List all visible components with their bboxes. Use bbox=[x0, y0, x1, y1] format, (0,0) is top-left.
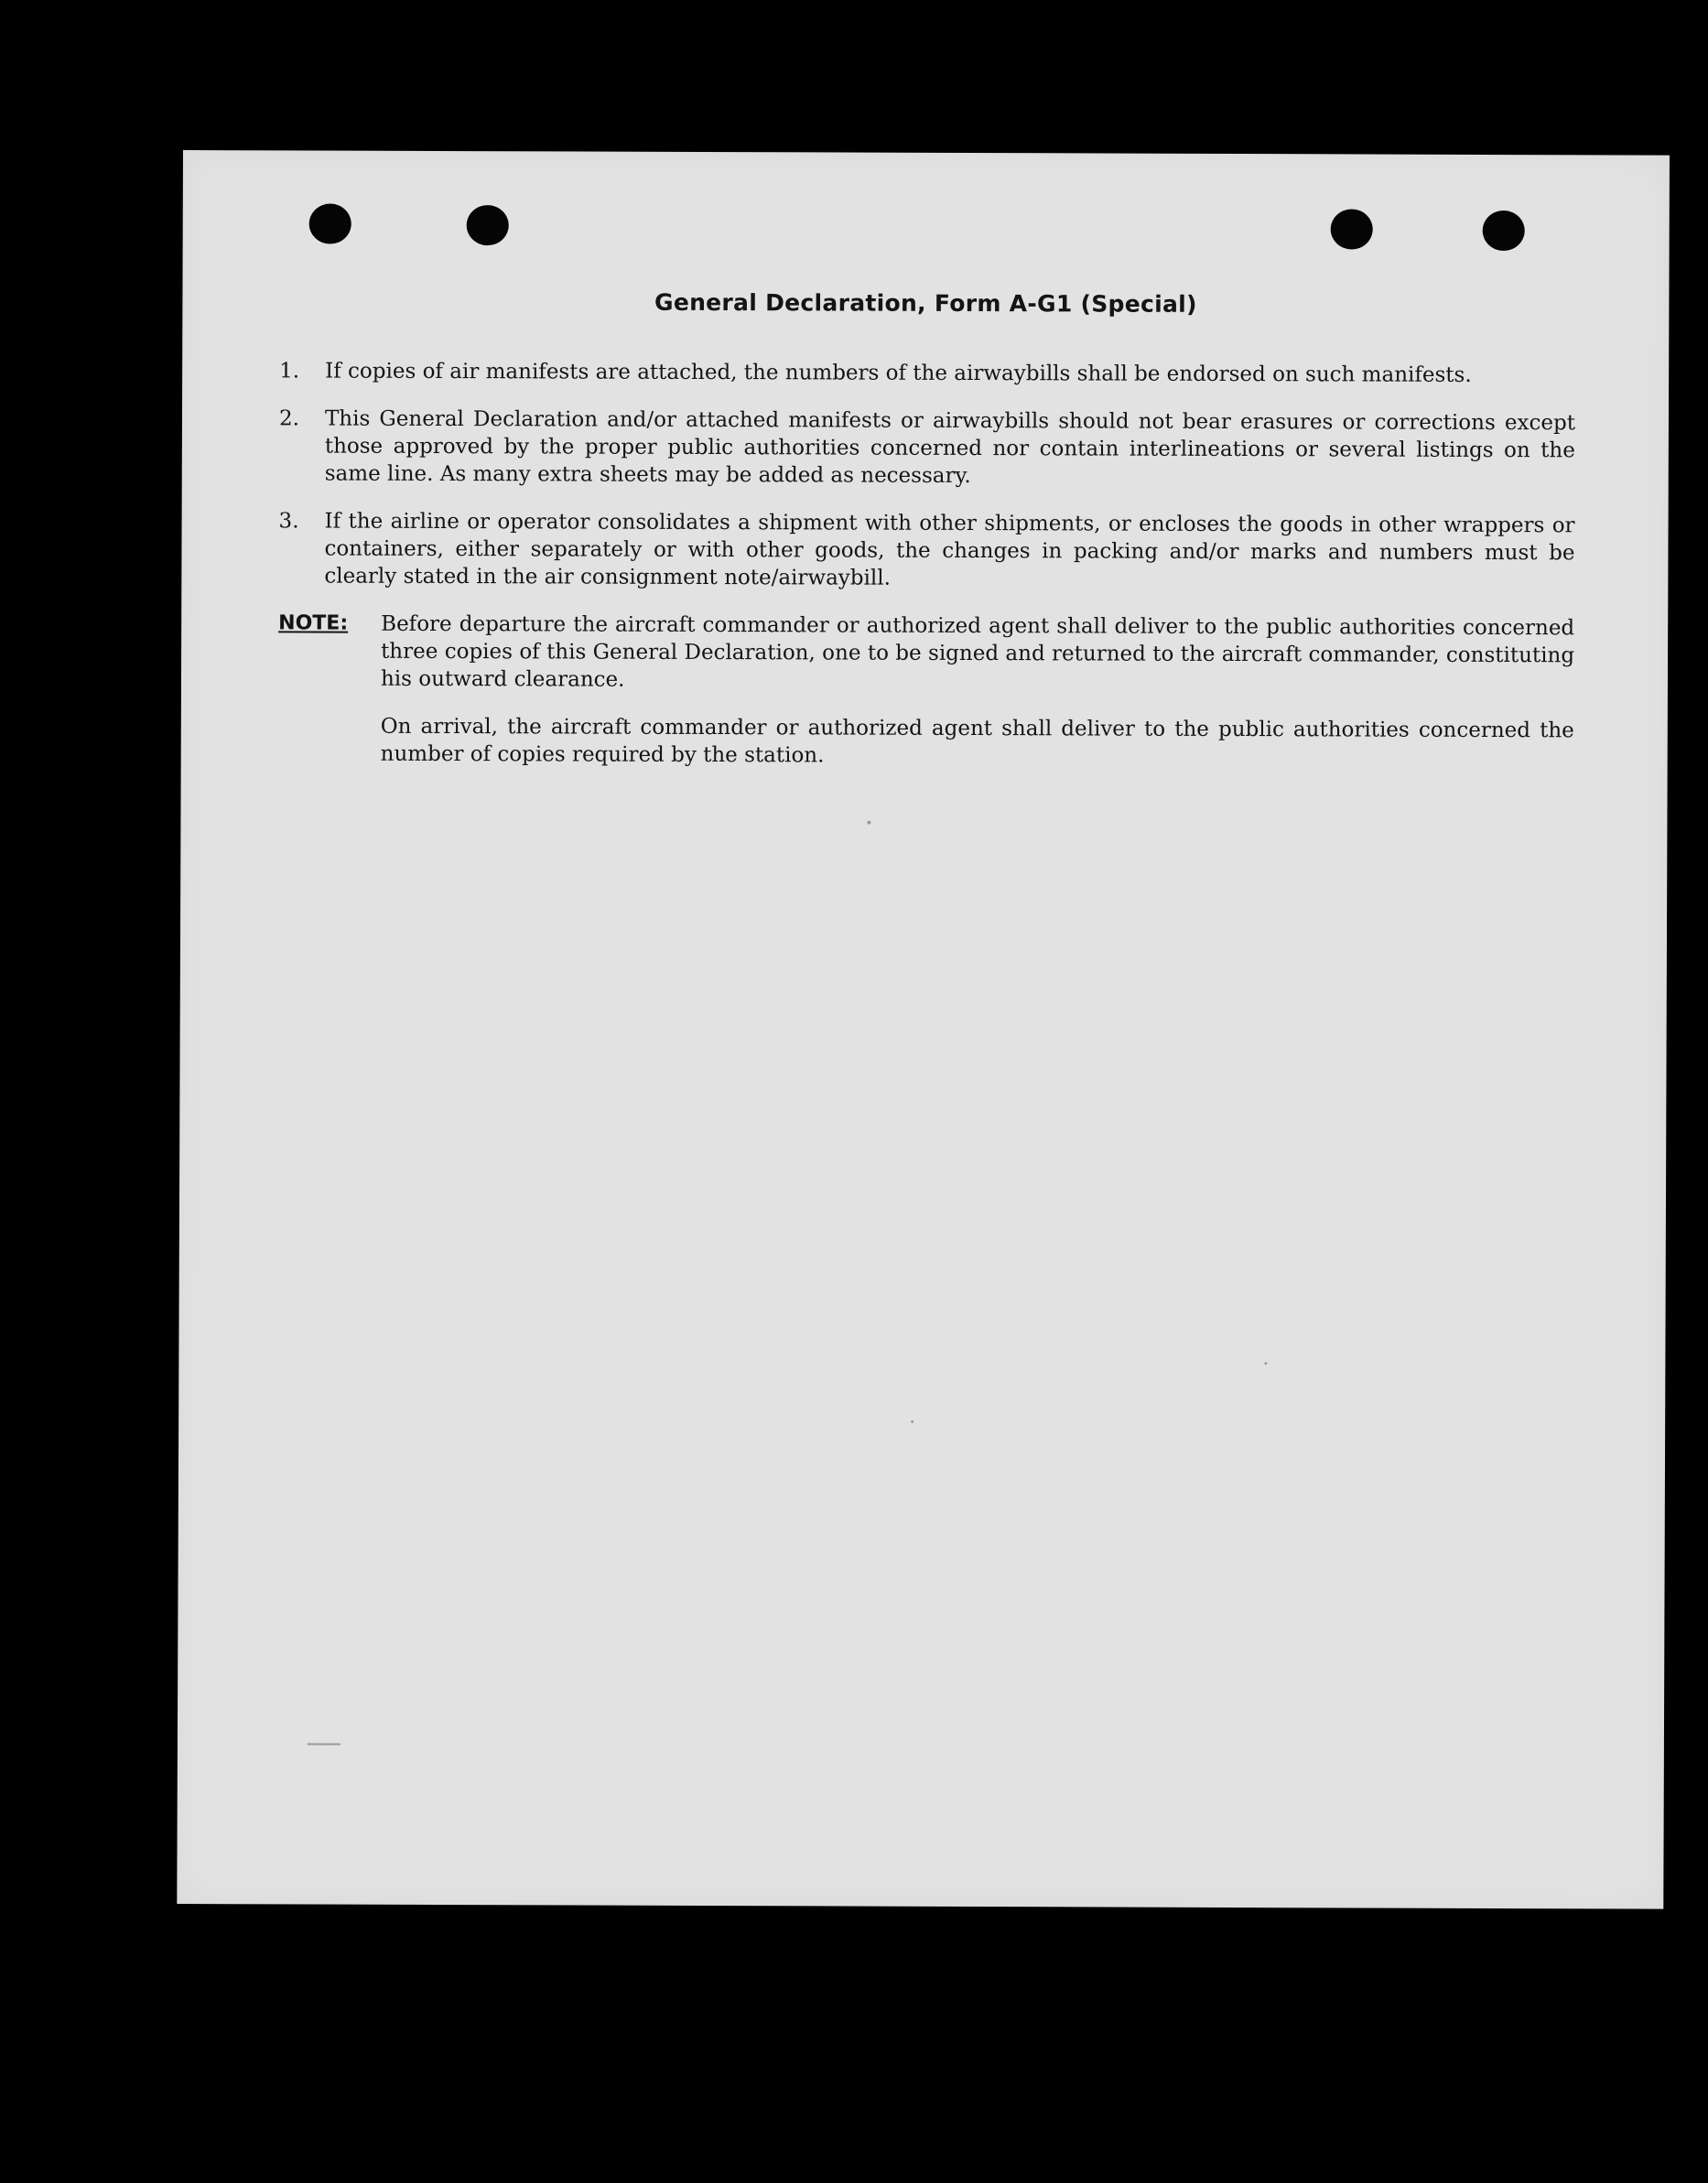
item-number: 1. bbox=[279, 359, 300, 384]
list-item bbox=[279, 357, 1575, 389]
note-section bbox=[278, 610, 1575, 792]
scan-speck bbox=[867, 821, 870, 825]
item-text: If the airline or operator consolidates a shipment with other shipments, or encloses the goods in other wrappers or containers, either separately or with other goods, the changes in packing and/or marks and numbers must be clearly stated in the air consignment note/airwaybill. bbox=[324, 509, 1575, 590]
item-text: If copies of air manifests are attached, the numbers of the airwaybills shall be endorsed on such manifests. bbox=[325, 359, 1472, 387]
punch-hole bbox=[1331, 209, 1373, 249]
note-paragraph: Before departure the aircraft commander or authorized agent shall deliver to the public authorities concerned three copies of this General Declaration, one to be signed and returned to the aircraft commander, constituting his outward clearance. bbox=[380, 611, 1575, 692]
note-label: NOTE: bbox=[278, 611, 349, 635]
item-number: 2. bbox=[278, 406, 299, 431]
note-body bbox=[381, 611, 1575, 793]
item-number: 3. bbox=[278, 509, 299, 534]
instructions-list bbox=[278, 357, 1576, 792]
document-page bbox=[177, 150, 1670, 1909]
punch-hole bbox=[309, 203, 351, 243]
scan-speck bbox=[308, 1743, 341, 1745]
item-text: This General Declaration and/or attached manifests or airwaybills should not bear erasures or corrections except those approved by the proper public authorities concerned nor contain interlineations or several listings on the same line. As many extra sheets may be added as necessary. bbox=[324, 406, 1576, 489]
scan-speck bbox=[1264, 1362, 1267, 1365]
punch-hole bbox=[1483, 211, 1525, 251]
note-paragraph: On arrival, the aircraft commander or authorized agent shall deliver to the public authorities concerned the number of copies required by the station. bbox=[380, 714, 1574, 768]
scan-speck bbox=[911, 1421, 913, 1423]
page-title: General Declaration, Form A-G1 (Special) bbox=[654, 288, 1197, 318]
punch-hole bbox=[467, 205, 509, 245]
list-item bbox=[279, 405, 1575, 492]
list-item bbox=[278, 507, 1574, 594]
